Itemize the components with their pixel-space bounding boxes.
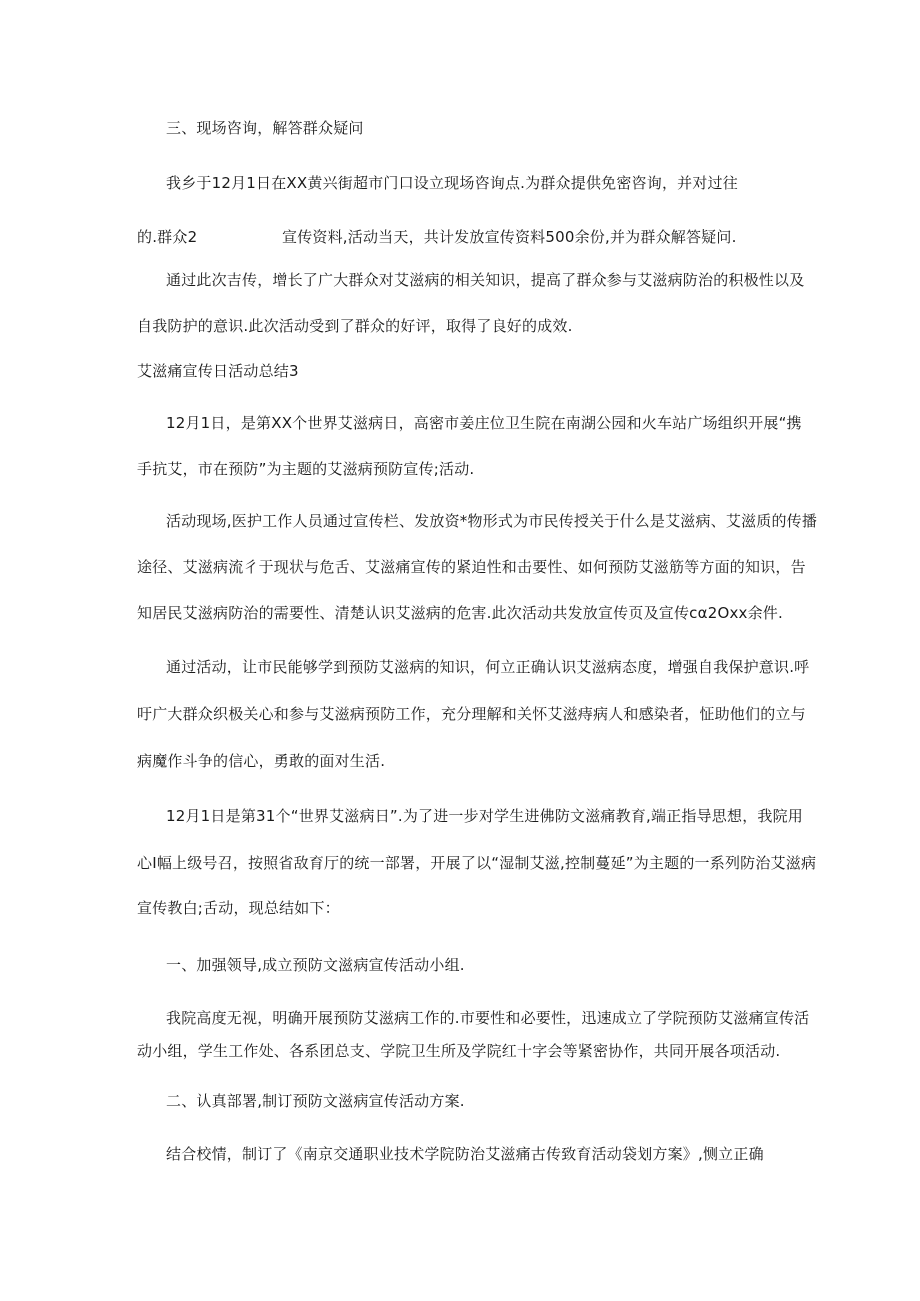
- paragraph-line: 12月1日，是第XX个世界艾滋病日，高密市姜庄位卫生院在南湖公园和火车站广场组织开展“携: [166, 414, 802, 432]
- paragraph-line: 手抗艾，市在预防”为主题的艾滋病预防宣传;活动.: [137, 460, 475, 478]
- paragraph-line: 知居民艾滋病防治的需要性、清楚认识艾滋病的危害.此次活动共发放宣传页及宣传cα2Oxx余件.: [137, 604, 783, 622]
- paragraph-line: 心I幅上级号召，按照省敌育厅的统一部署，开展了以“湿制艾滋,控制蔓延”为主题的一系列防治艾滋病: [137, 854, 817, 872]
- paragraph-line: 动小组，学生工作处、各系团总支、学院卫生所及学院红十字会等紧密协作，共同开展各项活动.: [137, 1042, 781, 1060]
- subheading-plan: 二、认真部署,制订预防文滋病宣传活动方案.: [166, 1092, 465, 1110]
- paragraph-line: 宣传资料,活动当天，共计发放宣传资料500余份,并为群众解答疑问.: [282, 228, 737, 246]
- paragraph-line: 我乡于12月1日在XX黄兴街超市门口设立现场咨询点.为群众提供免密咨询，并对过往: [166, 174, 738, 192]
- section-title: 艾滋痛宣传日活动总结3: [137, 362, 299, 380]
- subheading-leadership: 一、加强领导,成立预防文滋病宣传活动小组.: [166, 956, 465, 974]
- heading-consultation: 三、现场咨询，解答群众疑问: [166, 119, 364, 137]
- paragraph-line: 宣传教白;舌动，现总结如下：: [137, 899, 340, 917]
- paragraph-line: 吁广大群众织极关心和参与艾滋病预防工作，充分理解和关怀艾滋痔病人和感染者，怔助他们的立与: [137, 705, 806, 723]
- paragraph-line: 活动现场,医护工作人员通过宣传栏、发放资*物形式为市民传授关于什么是艾滋病、艾滋质的传播: [166, 512, 818, 530]
- paragraph-line: 我院高度无视，明确开展预防艾滋病工作的.市要性和必要性，迅速成立了学院预防艾滋痛宣传活: [166, 1009, 810, 1027]
- paragraph-line: 通过此次吉传，增长了广大群众对艾滋病的相关知识，提高了群众参与艾滋病防治的积极性以及: [166, 271, 805, 289]
- paragraph-line: 结合校情，制订了《南京交通职业技术学院防治艾滋痛古传致育活动袋划方案》,恻立正确: [166, 1145, 764, 1163]
- paragraph-line: 途径、艾滋病流彳于现状与危舌、艾滋痛宣传的紧迫性和击要性、如何预防艾滋筋等方面的知识，告: [137, 558, 806, 576]
- paragraph-line: 通过活动，让市民能够学到预防艾滋病的知识，何立正确认识艾滋病态度，增强自我保护意识.呼: [166, 658, 810, 676]
- paragraph-line: 病魔作斗争的信心，勇敢的面对生活.: [137, 752, 386, 770]
- paragraph-line: 的.群众2: [137, 228, 198, 246]
- paragraph-line: 12月1日是第31个“世界艾滋病日”.为了进一步对学生进佛防文滋痛教育,端正指导思想，我院用: [166, 807, 803, 825]
- paragraph-line: 自我防护的意识.此次活动受到了群众的好评，取得了良好的成效.: [137, 317, 573, 335]
